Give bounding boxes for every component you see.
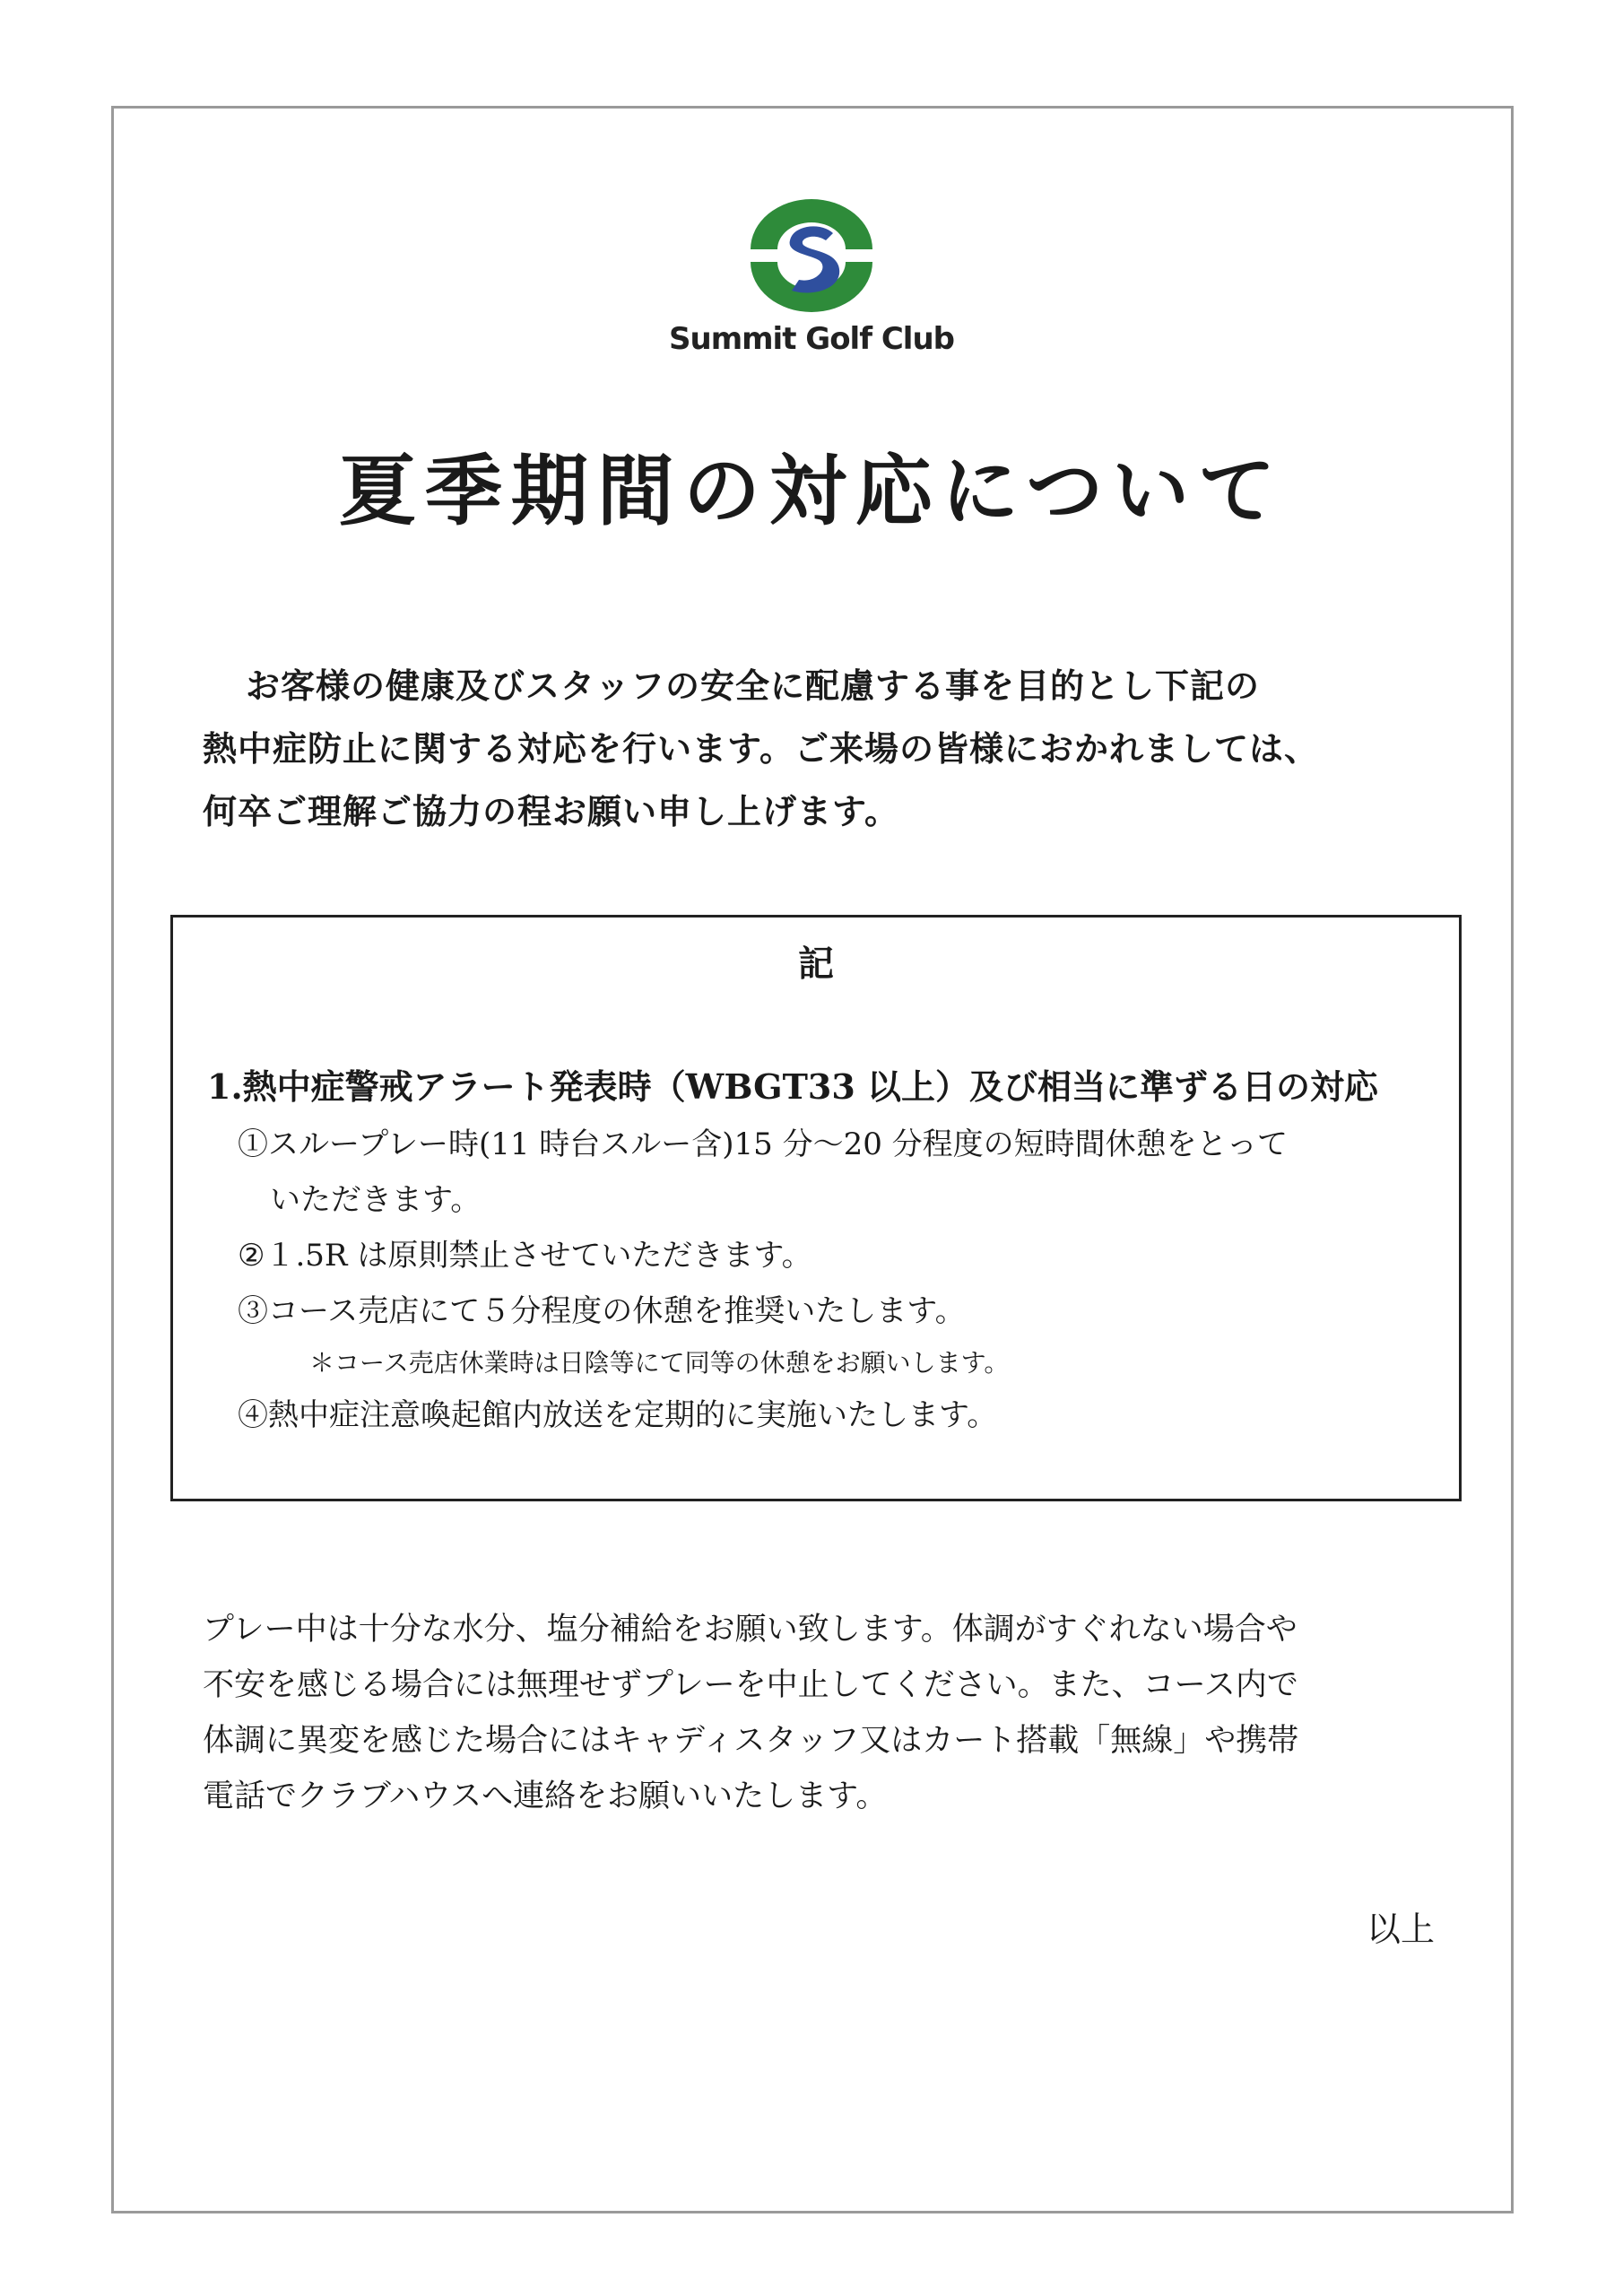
notice-item: ③コース売店にて５分程度の休憩を推奨いたします。 bbox=[238, 1293, 966, 1329]
club-logo bbox=[664, 197, 959, 359]
closing-ijou: 以上 bbox=[1367, 1909, 1436, 1949]
summit-logo-icon bbox=[740, 197, 883, 318]
intro-line: お客様の健康及びスタッフの安全に配慮する事を目的とし下記の bbox=[246, 665, 1261, 706]
notice-item-note: ＊コース売店休業時は日陰等にて同等の休憩をお願いします。 bbox=[309, 1348, 1010, 1378]
page-title: 夏季期間の対応について bbox=[338, 446, 1285, 536]
notice-box bbox=[170, 915, 1462, 1501]
intro-line: 熱中症防止に関する対応を行います。ご来場の皆様におかれましては、 bbox=[203, 728, 1319, 769]
intro-line: 何卒ご理解ご協力の程お願い申し上げます。 bbox=[203, 791, 899, 831]
closing-line: 体調に異変を感じた場合にはキャディスタッフ又はカート搭載「無線」や携帯 bbox=[203, 1723, 1299, 1759]
closing-line: 不安を感じる場合には無理せずプレーを中止してください。また、コース内で bbox=[203, 1667, 1298, 1703]
notice-item-heading: 1.熱中症警戒アラート発表時（WBGT33 以上）及び相当に準ずる日の対応 bbox=[207, 1066, 1379, 1107]
notice-ki-heading: 記 bbox=[798, 943, 834, 985]
intro-paragraph bbox=[203, 655, 1458, 843]
closing-paragraph bbox=[203, 1602, 1458, 1824]
closing-line: 電話でクラブハウスへ連絡をお願いいたします。 bbox=[203, 1779, 888, 1814]
notice-sub-items bbox=[238, 1117, 1288, 1443]
logo-text: Summit Golf Club bbox=[669, 321, 954, 357]
closing-line: プレー中は十分な水分、塩分補給をお願い致します。体調がすぐれない場合や bbox=[203, 1612, 1298, 1648]
notice-item-continuation: いただきます。 bbox=[270, 1182, 482, 1218]
notice-item: ④熱中症注意喚起館内放送を定期的に実施いたします。 bbox=[238, 1397, 998, 1433]
notice-item: ②１.5R は原則禁止させていただきます。 bbox=[238, 1238, 812, 1274]
notice-item: ①スループレー時(11 時台スルー含)15 分～20 分程度の短時間休憩をとって bbox=[238, 1126, 1289, 1162]
